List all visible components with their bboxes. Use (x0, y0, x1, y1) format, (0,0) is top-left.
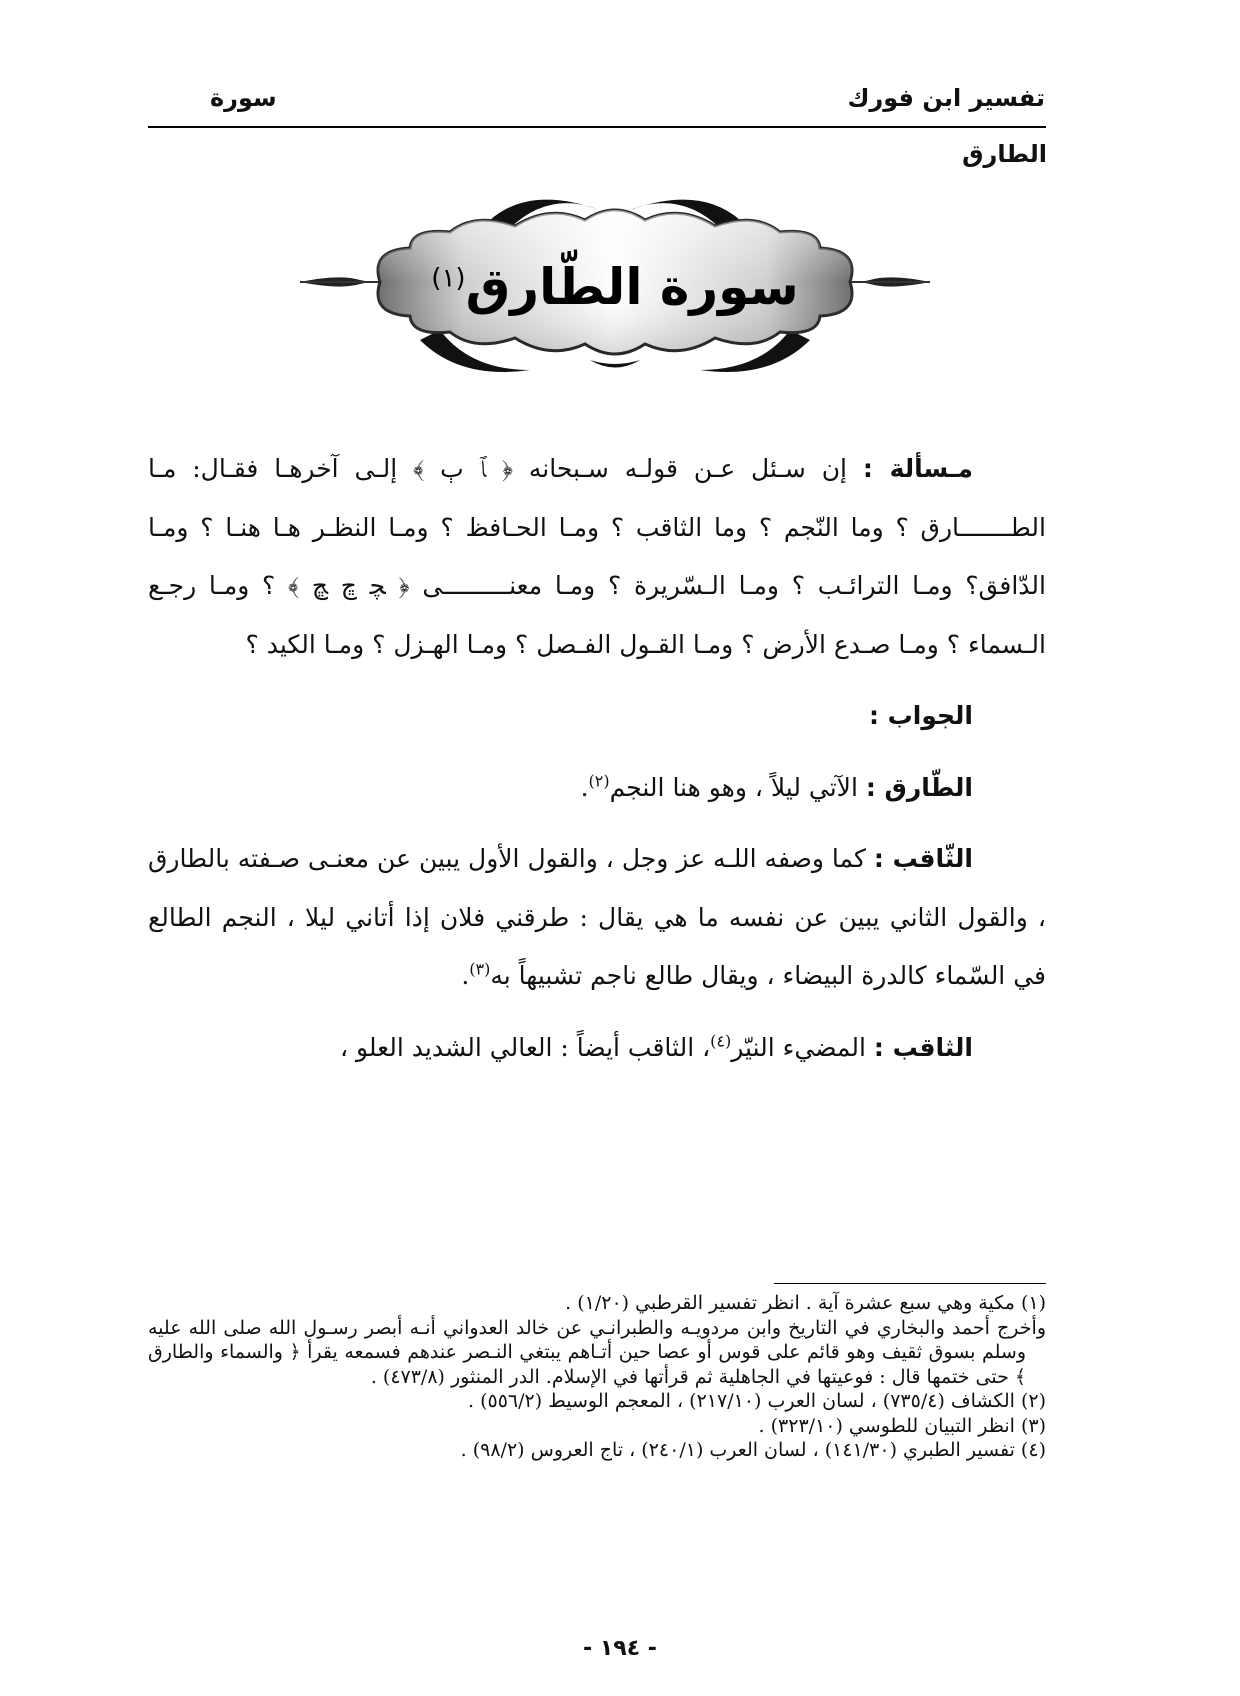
label-tariq: الطّارق : (865, 772, 973, 802)
paragraph-question (148, 440, 1046, 674)
footnote-1-continuation: وأخرج أحمد والبخاري في التاريخ وابن مردويـه والطبرانـي عن خالد العدواني أنـه أبصر رسـول الله صلى الله عليه وسلم بسوق ثقيف وهو قائم على قوس أو عصا حين أتـاهم يبتغي النـصر عندهم فسمعه يقرأ ﴿ والسماء والطارق ﴾ حتى ختمها قال : فوعيتها في الجاهلية ثم قرأتها في الإسلام. الدر المنثور (٤٧٣/٨) . (148, 1316, 1046, 1388)
footnote-1: (١) مكية وهي سبع عشرة آية . انظر تفسير القرطبي (١/٢٠) . (565, 1292, 1046, 1314)
footnote-4: (٤) تفسير الطبري (١٤١/٣٠) ، لسان العرب (٢٤٠/١) ، تاج العروس (٩٨/٢) . (460, 1439, 1046, 1461)
paragraph-thaqib (148, 830, 1046, 1006)
running-header-surah-name: الطارق (962, 140, 1047, 168)
header-rule (148, 126, 1046, 128)
surah-title-text: سورة الطّارق (465, 258, 799, 316)
thaqib-2-text-b: ، الثاقب أيضاً : العالي الشديد العلو ، (339, 1032, 711, 1062)
thaqib-end: . (461, 961, 470, 990)
surah-title (300, 258, 930, 316)
running-header-book-title: تفسير ابن فورك (847, 84, 1045, 112)
tariq-text: الآتي ليلاً ، وهو هنا النجم (609, 772, 858, 802)
footnote-ref-2: (٢) (588, 771, 610, 791)
footnote-ref-4: (٤) (710, 1031, 732, 1051)
commentary-body (148, 440, 1046, 1077)
thaqib-text: كما وصفه اللـه عز وجل ، والقول الأول يبين عن معنـى صـفته بالطارق ، والقول الثاني يبين عن نفسه ما هي يقال : طرقني فلان إذا أتاني ليلا ، النجم الطالع في السّماء كالدرة البيضاء ، ويقال طالع ناجم تشبيهاً به (148, 844, 1046, 990)
footnote-2: (٢) الكشاف (٧٣٥/٤) ، لسان العرب (٢١٧/١٠) ، المعجم الوسيط (٥٥٦/٢) . (468, 1390, 1046, 1412)
thaqib-2-text-a: المضيء النيّر (731, 1032, 866, 1062)
tariq-end: . (580, 772, 589, 802)
label-thaqib-2: الثاقب : (873, 1032, 973, 1062)
surah-title-footnote-ref: (١) (431, 263, 466, 294)
surah-title-banner (300, 190, 930, 400)
paragraph-thaqib-2 (148, 1019, 1046, 1078)
running-header-surah-word: سورة (210, 84, 277, 112)
label-masala: مـسألة : (862, 454, 973, 483)
footnote-ref-3: (٣) (469, 959, 491, 979)
question-text: إن سـئل عـن قولـه سـبحانه ﴿ ﭑ ﭒ ﴾ إلـى آخرهـا فقـال: مـا الطـــــــارق ؟ وما النّجم ؟ وما الثاقب ؟ ومـا الحـافظ ؟ ومـا النظـر هـا هنـا ؟ ومـا الدّافق؟ ومـا الترائـب ؟ ومـا الـسّريرة ؟ ومـا معنـــــــــى ﴿ ﭽ ﭾ ﭿ ﴾ ؟ ومـا رجـع الـسماء ؟ ومـا صـدع الأرض ؟ ومـا القـول الفـصل ؟ ومـا الهـزل ؟ ومـا الكيد ؟ (148, 454, 1046, 659)
paragraph-tariq (148, 759, 1046, 818)
footnotes (148, 1291, 1046, 1463)
paragraph-answer-heading (148, 687, 1046, 746)
footnote-3: (٣) انظر التبيان للطوسي (٣٢٣/١٠) . (758, 1414, 1046, 1437)
page-number: - ١٩٤ - (583, 1636, 657, 1661)
label-thaqib: الثّاقب : (873, 844, 973, 873)
footnote-separator (774, 1283, 1046, 1284)
label-jawab: الجواب : (868, 701, 973, 730)
